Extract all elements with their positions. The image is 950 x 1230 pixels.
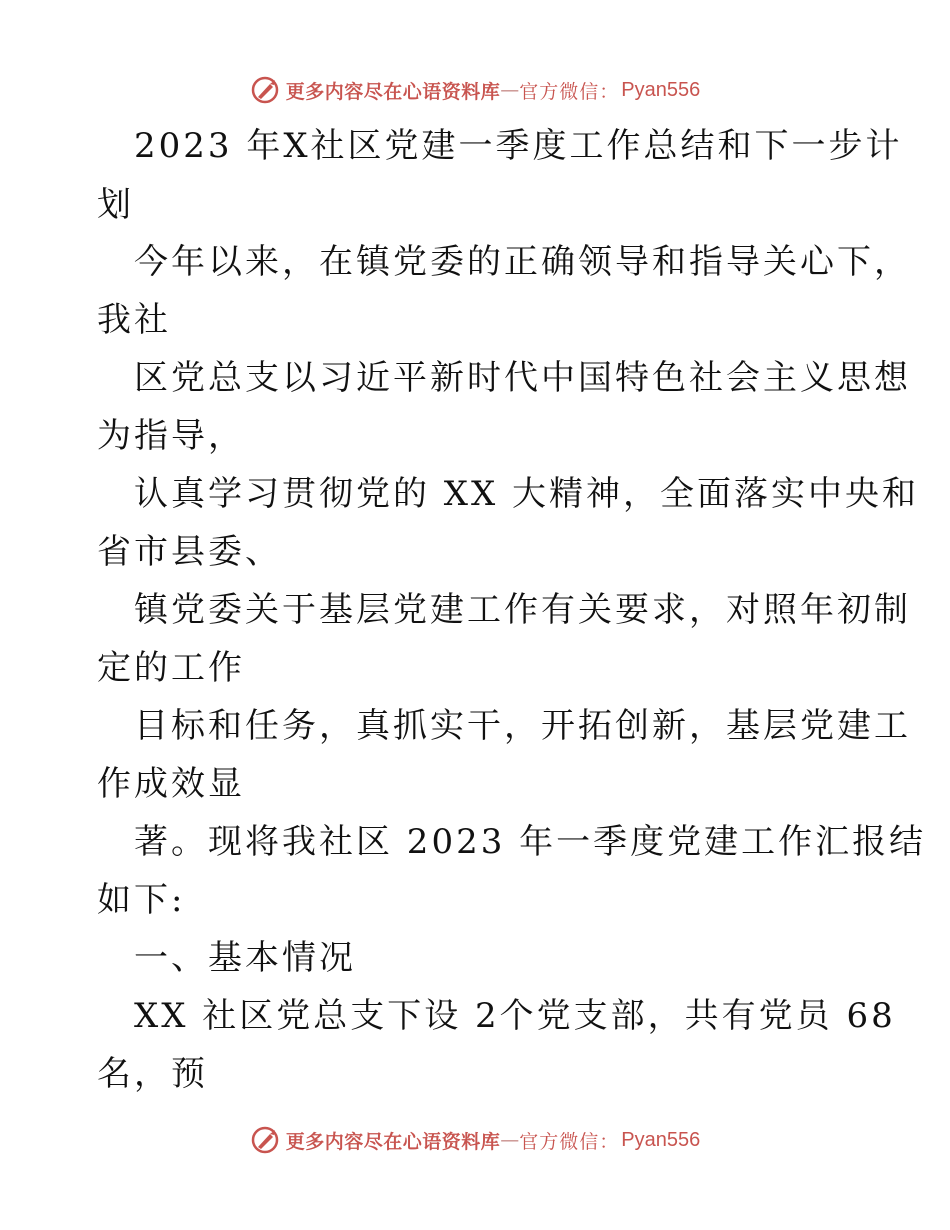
doc-title-line: 2023 年X社区党建一季度工作总结和下一步计 bbox=[134, 126, 903, 166]
paragraph-line: 名，预 bbox=[97, 1054, 208, 1094]
watermark-brand: 更多内容尽在心语资料库 bbox=[285, 80, 501, 103]
paragraph-line: 定的工作 bbox=[97, 648, 245, 688]
paragraph-line: 目标和任务，真抓实干，开拓创新，基层党建工 bbox=[134, 706, 911, 746]
paragraph-line: 区党总支以习近平新时代中国特色社会主义思想 bbox=[134, 358, 911, 398]
quill-logo-icon bbox=[250, 1125, 280, 1155]
doc-title-continuation: 划 bbox=[97, 185, 134, 225]
watermark-wechat-id: Pyan556 bbox=[621, 1128, 701, 1151]
watermark-wechat-label: 官方微信： bbox=[519, 1130, 620, 1153]
paragraph-line: 今年以来，在镇党委的正确领导和指导关心下， bbox=[134, 242, 911, 282]
watermark-brand: 更多内容尽在心语资料库 bbox=[285, 1130, 501, 1153]
footer-watermark bbox=[0, 1120, 950, 1160]
watermark-separator: — bbox=[500, 1129, 520, 1151]
watermark-separator: — bbox=[500, 79, 520, 101]
section-heading: 一、基本情况 bbox=[134, 938, 356, 978]
paragraph-line: 认真学习贯彻党的 XX 大精神，全面落实中央和 bbox=[134, 474, 920, 514]
watermark-wechat-label: 官方微信： bbox=[519, 80, 620, 103]
paragraph-line: 如下: bbox=[97, 880, 186, 920]
paragraph-line: 省市县委、 bbox=[97, 532, 282, 572]
paragraph-line: 作成效显 bbox=[97, 764, 245, 804]
paragraph-line: 著。现将我社区 2023 年一季度党建工作汇报结 bbox=[134, 822, 927, 862]
paragraph-line: 镇党委关于基层党建工作有关要求，对照年初制 bbox=[134, 590, 911, 630]
paragraph-line: XX 社区党总支下设 2个党支部，共有党员 68 bbox=[134, 996, 896, 1036]
paragraph-line: 我社 bbox=[97, 300, 171, 340]
paragraph-line: 为指导， bbox=[97, 416, 245, 456]
watermark-wechat-id: Pyan556 bbox=[621, 78, 701, 101]
